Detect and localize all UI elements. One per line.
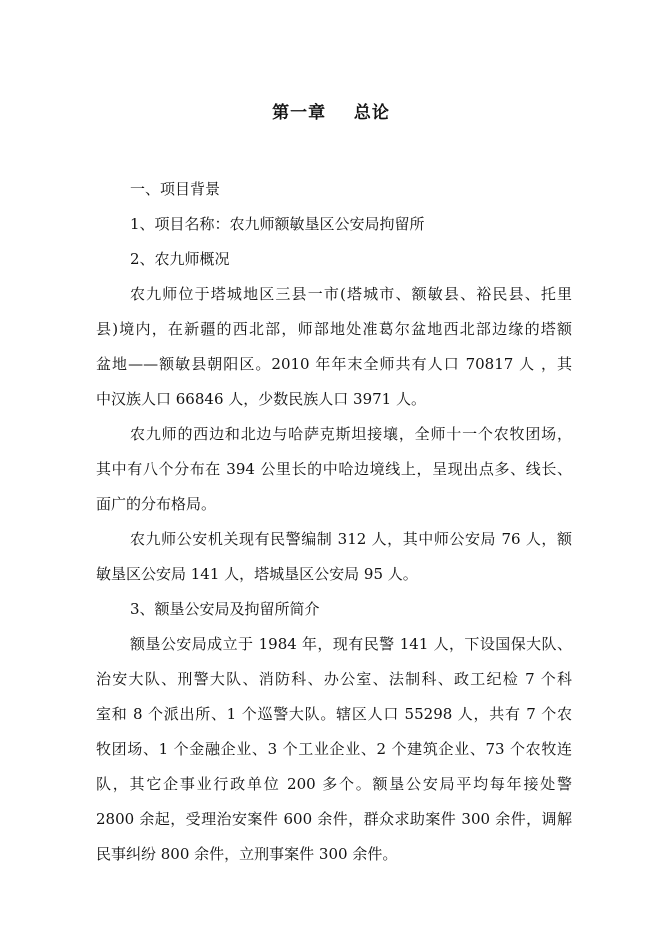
paragraph-line: 盆地——额敏县朝阳区。2010 年年末全师共有人口 70817 人 ，其 — [96, 355, 572, 373]
paragraph-line: 民事纠纷 800 余件，立刑事案件 300 余件。 — [96, 845, 398, 863]
paragraph-line: 牧团场、1 个金融企业、3 个工业企业、2 个建筑企业、73 个农牧连 — [96, 740, 572, 758]
paragraph-line: 中汉族人口 66846 人，少数民族人口 3971 人。 — [96, 390, 426, 408]
paragraph-line: 治安大队、刑警大队、消防科、办公室、法制科、政工纪检 7 个科 — [96, 670, 572, 688]
paragraph-line: 额垦公安局成立于 1984 年，现有民警 141 人，下设国保大队、 — [130, 635, 572, 653]
paragraph-line: 其中有八个分布在 394 公里长的中哈边境线上，呈现出点多、线长、 — [96, 460, 572, 478]
document-body — [96, 172, 572, 872]
paragraph-line: 敏垦区公安局 141 人，塔城垦区公安局 95 人。 — [96, 565, 418, 583]
paragraph-line: 2800 余起，受理治安案件 600 余件，群众求助案件 300 余件，调解 — [96, 810, 572, 828]
item-project-name: 1、项目名称：农九师额敏垦区公安局拘留所 — [130, 215, 425, 233]
paragraph-line: 农九师公安机关现有民警编制 312 人，其中师公安局 76 人，额 — [130, 530, 572, 548]
paragraph-line: 队，其它企事业行政单位 200 多个。额垦公安局平均每年接处警 — [96, 775, 572, 793]
paragraph-line: 县)境内，在新疆的西北部，师部地处准葛尔盆地西北部边缘的塔额 — [96, 320, 572, 338]
item-bureau-heading: 3、额垦公安局及拘留所简介 — [130, 600, 320, 618]
chapter-title: 第一章 总论 — [272, 103, 390, 123]
item-overview-heading: 2、农九师概况 — [130, 250, 230, 268]
section-heading: 一、项目背景 — [130, 180, 221, 198]
paragraph-line: 面广的分布格局。 — [96, 495, 217, 513]
paragraph-line: 农九师位于塔城地区三县一市(塔城市、额敏县、裕民县、托里 — [130, 285, 572, 303]
paragraph-line: 室和 8 个派出所、1 个巡警大队。辖区人口 55298 人，共有 7 个农 — [96, 705, 572, 723]
paragraph-line: 农九师的西边和北边与哈萨克斯坦接壤，全师十一个农牧团场， — [130, 425, 572, 443]
